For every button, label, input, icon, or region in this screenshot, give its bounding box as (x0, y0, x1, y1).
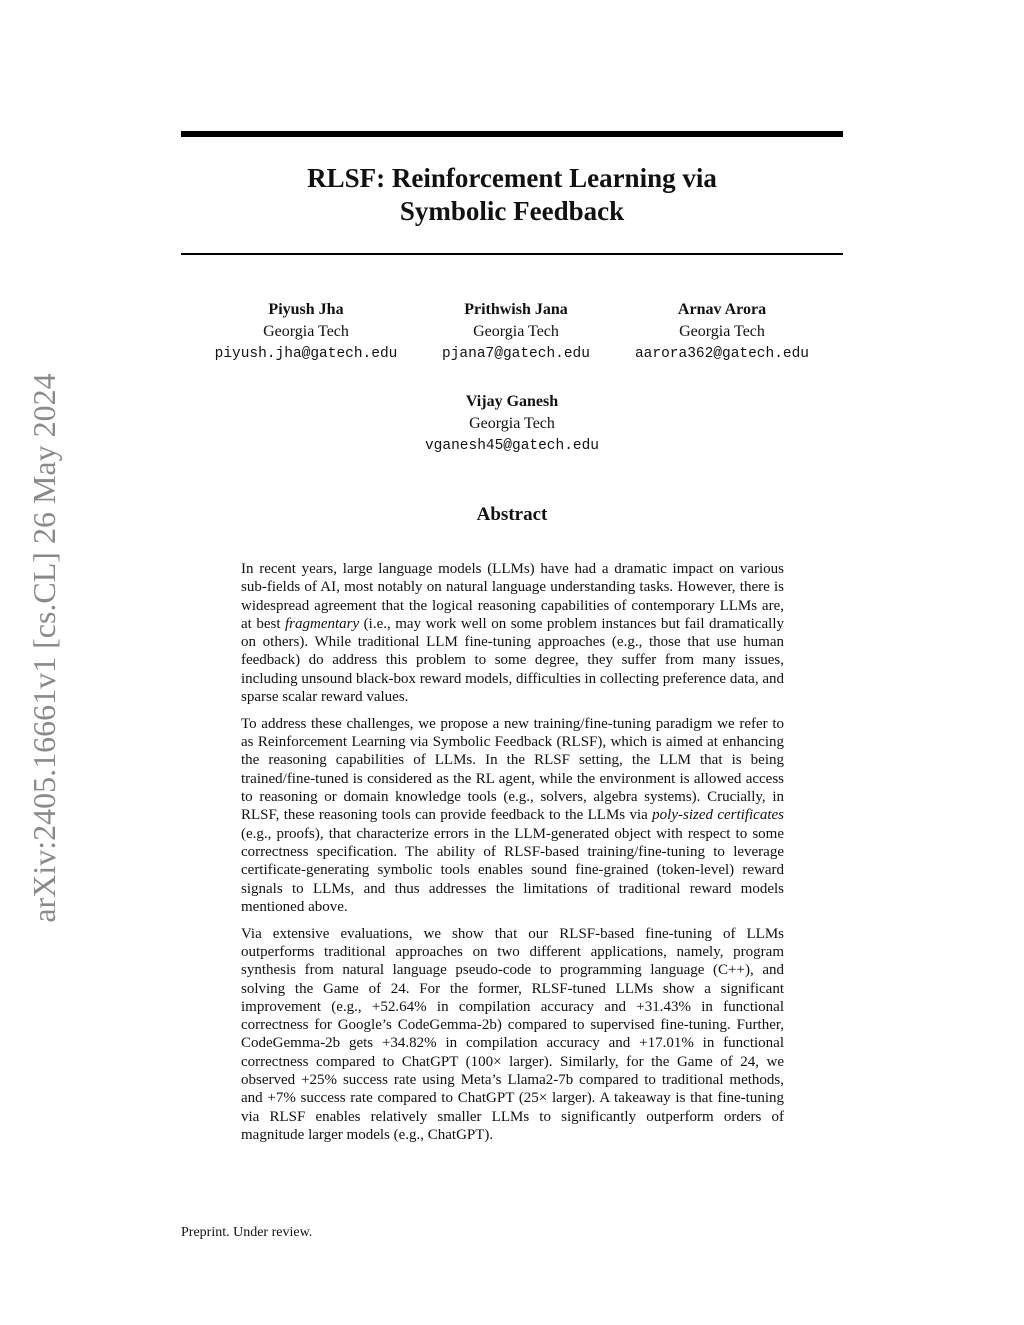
author-email[interactable]: piyush.jha@gatech.edu (214, 346, 398, 362)
paper-title-line-2: Symbolic Feedback (399, 196, 625, 226)
paper-title-line-1: RLSF: Reinforcement Learning via (307, 163, 717, 193)
abstract-paragraph-3: Via extensive evaluations, we show that our RLSF-based fine-tuning of LLMs outperforms traditional approaches on two different applications, namely, program synthesis from natural language pseudo-code to programming language (C++), and solving the Game of 24. For the former, RLSF-tuned LLMs show a significant improvement (e.g., +52.64% in compilation accuracy and +31.43% in functional correctness for Google’s CodeGemma-2b) compared to supervised fine-tuning. Further, CodeGemma-2b gets +34.82% in compilation accuracy and +17.01% in functional correctness compared to ChatGPT (100× larger). Similarly, for the Game of 24, we observed +25% success rate using Meta’s Llama2-7b compared to traditional methods, and +7% success rate compared to ChatGPT (25× larger). A takeaway is that fine-tuning via RLSF enables relatively smaller LLMs to significantly outperform orders of magnitude larger models (e.g., ChatGPT). (241, 925, 784, 1143)
author-affiliation: Georgia Tech (263, 323, 349, 340)
title-bottom-rule (181, 253, 843, 255)
abstract-paragraph-1: In recent years, large language models (LLMs) have had a dramatic impact on various sub-fields of AI, most notably on natural language understanding tasks. However, there is widespread agreement that the logical reasoning capabilities of contemporary LLMs are, at best fragmentary (i.e., may work well on some problem instances but fail dramatically on others). While traditional LLM fine-tuning approaches (e.g., those that use human feedback) do address this problem to some degree, they suffer from many issues, including unsound black-box reward models, difficulties in collecting preference data, and sparse scalar reward values. (241, 561, 784, 706)
author-email[interactable]: pjana7@gatech.edu (442, 346, 590, 362)
title-top-rule (181, 131, 843, 137)
abstract-paragraph-2: To address these challenges, we propose a new training/fine-tuning paradigm we refer to as Reinforcement Learning via Symbolic Feedback (RLSF), which is aimed at enhancing the reasoning capabilities of LLMs. In the RLSF setting, the LLM that is being trained/fine-tuned is considered as the RL agent, while the environment is allowed access to reasoning or domain knowledge tools (e.g., solvers, algebra systems). Crucially, in RLSF, these reasoning tools can provide feedback to the LLMs via poly-sized certificates (e.g., proofs), that characterize errors in the LLM-generated object with respect to some correctness specification. The ability of RLSF-based training/fine-tuning to leverage certificate-generating symbolic tools enables sound fine-grained (token-level) reward signals to LLMs, and thus addresses the limitations of traditional reward models mentioned above. (241, 715, 784, 915)
paper-title (181, 162, 843, 228)
arxiv-identifier-stamp: arXiv:2405.16661v1 [cs.CL] 26 May 2024 (26, 373, 62, 923)
author-name: Piyush Jha (268, 301, 344, 318)
author-block-4 (382, 391, 642, 457)
abstract-heading: Abstract (476, 504, 548, 525)
author-block-3 (592, 299, 852, 365)
preprint-footnote: Preprint. Under review. (181, 1225, 313, 1240)
author-name: Vijay Ganesh (465, 393, 559, 410)
emphasis-fragmentary: fragmentary (285, 615, 360, 632)
author-affiliation: Georgia Tech (679, 323, 765, 340)
author-affiliation: Georgia Tech (469, 415, 555, 432)
author-email[interactable]: vganesh45@gatech.edu (424, 438, 600, 454)
emphasis-poly-sized-certificates: poly-sized certificates (652, 807, 784, 824)
author-name: Arnav Arora (677, 301, 767, 318)
author-email[interactable]: aarora362@gatech.edu (634, 346, 810, 362)
author-name: Prithwish Jana (464, 301, 568, 318)
abstract-body (241, 560, 784, 1153)
author-affiliation: Georgia Tech (473, 323, 559, 340)
